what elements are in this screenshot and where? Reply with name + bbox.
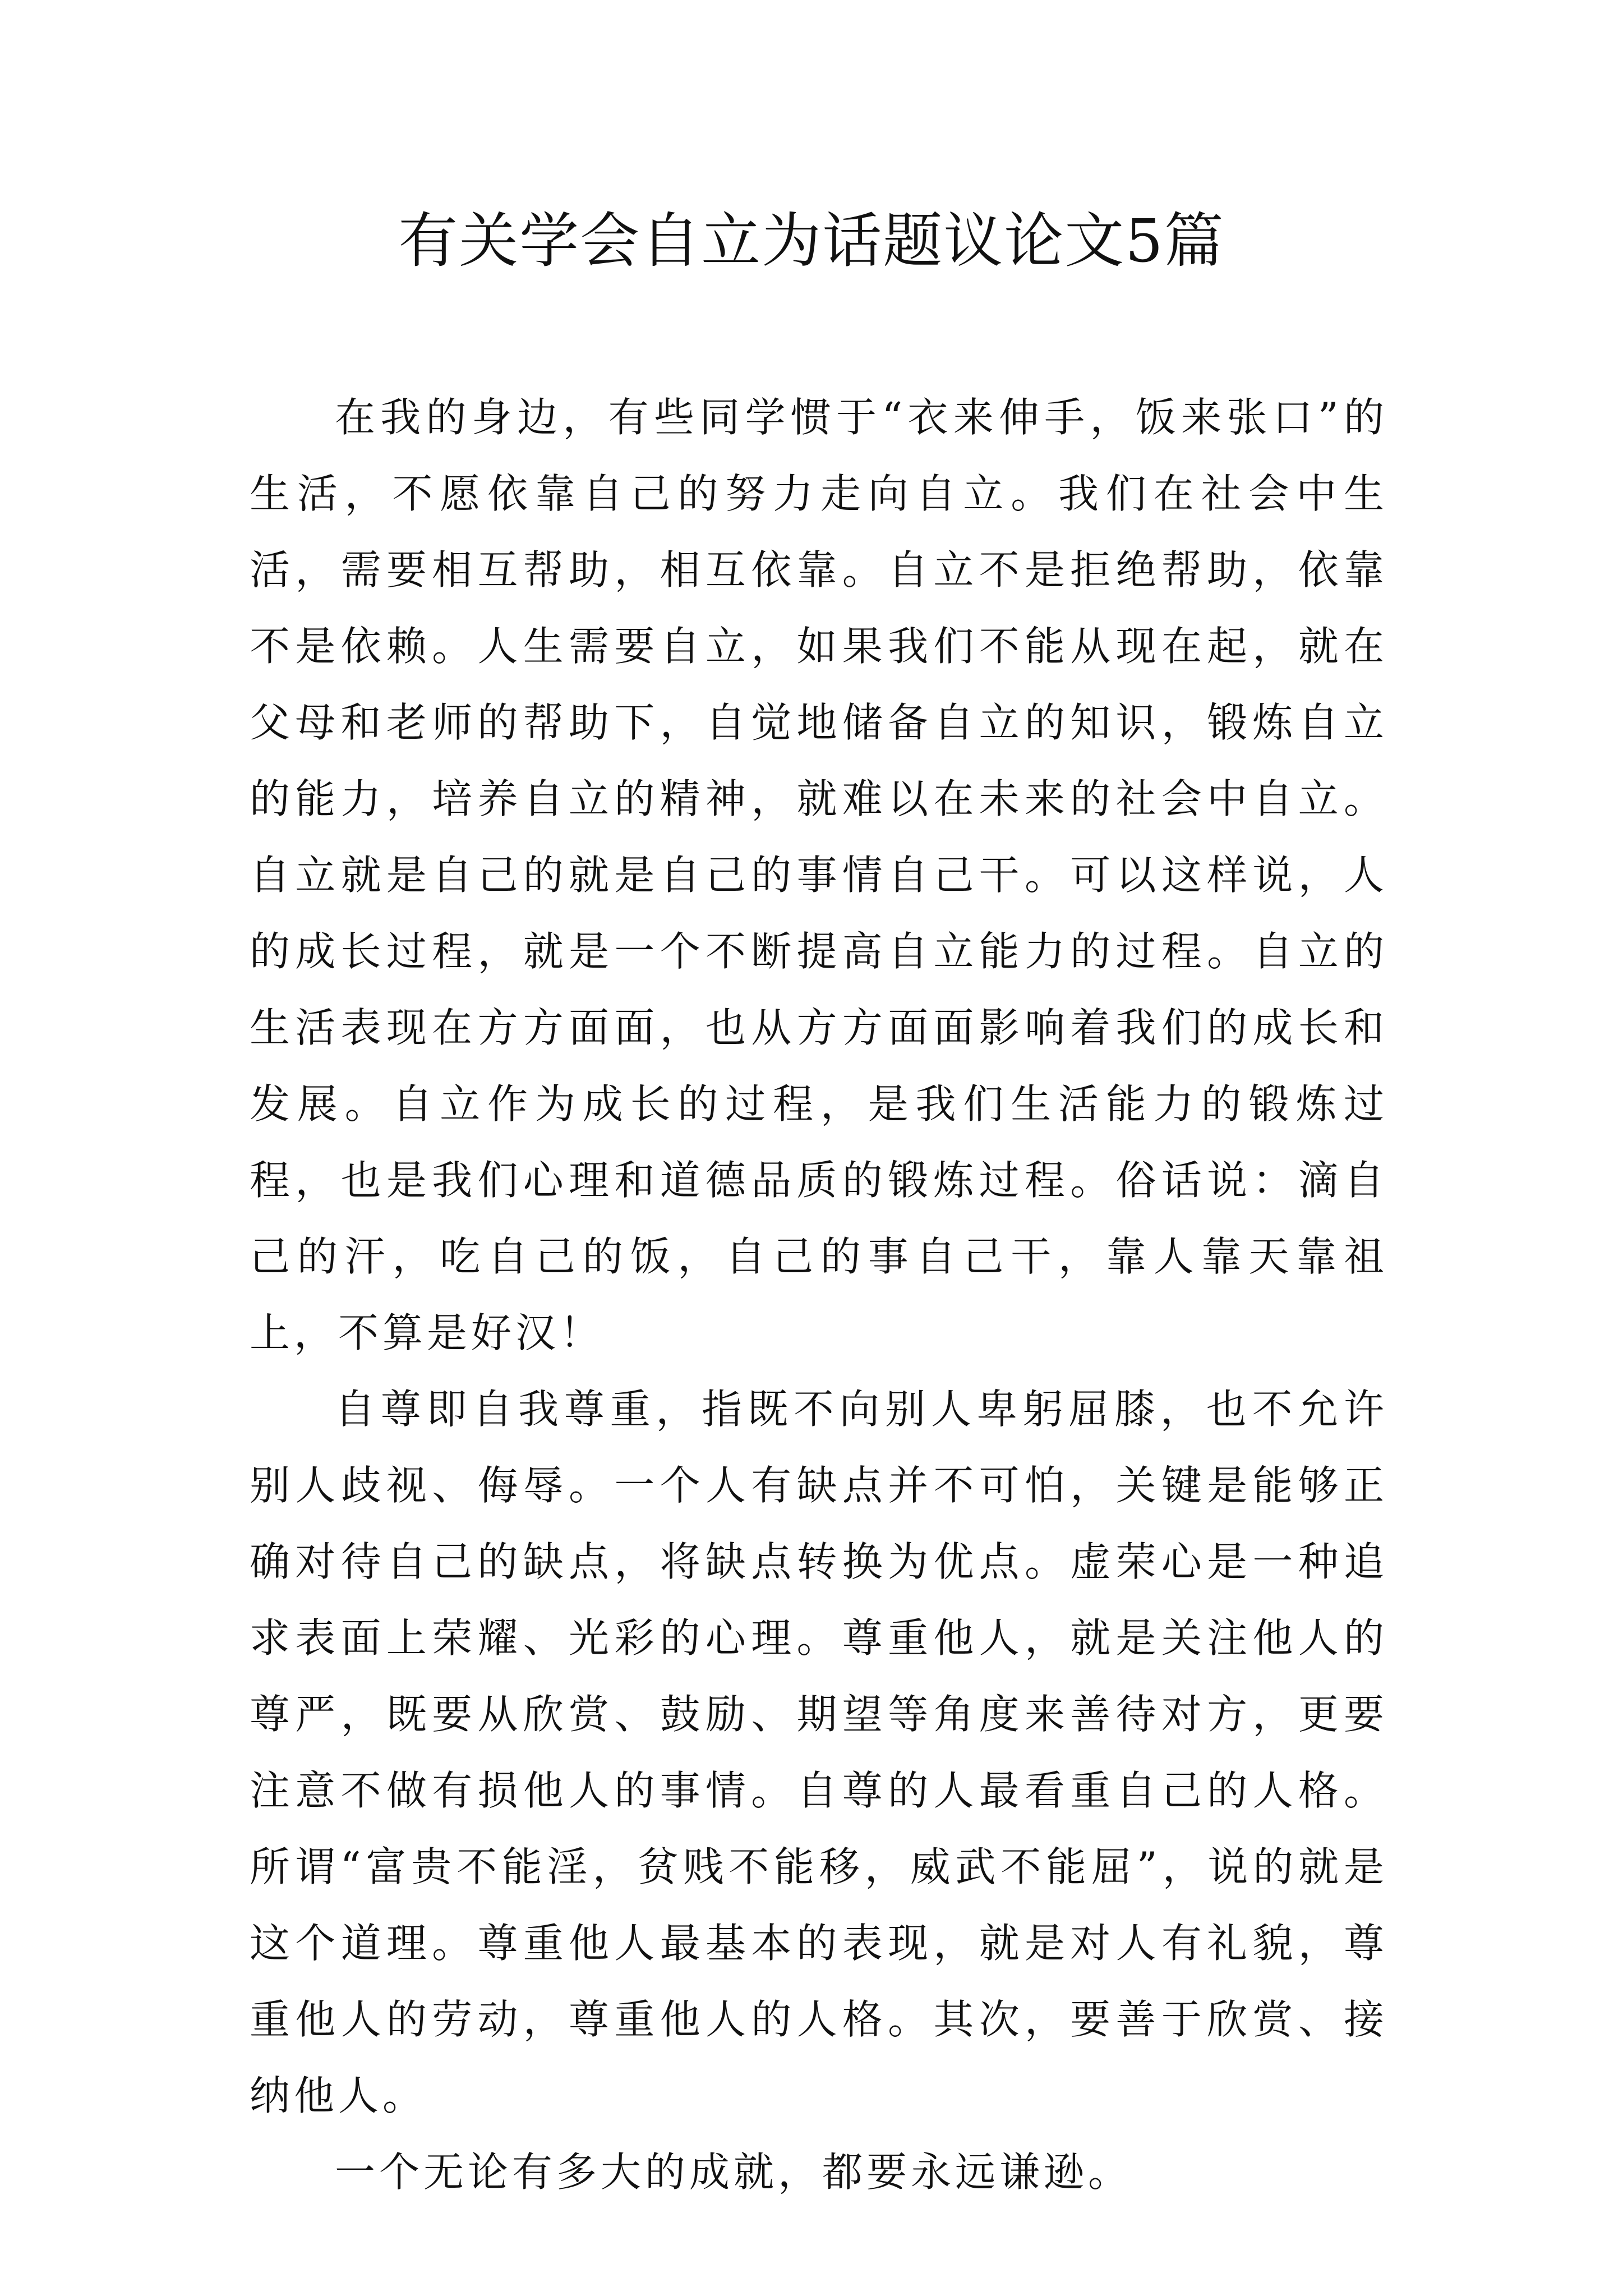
document-body bbox=[250, 379, 1388, 2210]
document-title: 有关学会自立为话题议论文5篇 bbox=[398, 206, 1225, 275]
paragraph-1: 在我的身边，有些同学惯于“衣来伸手，饭来张口”的生活，不愿依靠自己的努力走向自立。我们在社会中生活，需要相互帮助，相互依靠。自立不是拒绝帮助，依靠不是依赖。人生需要自立，如果我们不能从现在起，就在父母和老师的帮助下，自觉地储备自立的知识，锻炼自立的能力，培养自立的精神，就难以在未来的社会中自立。自立就是自己的就是自己的事情自己干。可以这样说，人的成长过程，就是一个不断提高自立能力的过程。自立的生活表现在方方面面，也从方方面面影响着我们的成长和发展。自立作为成长的过程，是我们生活能力的锻炼过程，也是我们心理和道德品质的锻炼过程。俗话说：滴自己的汗，吃自己的饭，自己的事自己干，靠人靠天靠祖上，不算是好汉！ bbox=[250, 394, 1388, 1356]
paragraph-3: 一个无论有多大的成就，都要永远谦逊。 bbox=[335, 2148, 1133, 2196]
paragraph-2: 自尊即自我尊重，指既不向别人卑躬屈膝，也不允许别人歧视、侮辱。一个人有缺点并不可怕，关键是能够正确对待自己的缺点，将缺点转换为优点。虚荣心是一种追求表面上荣耀、光彩的心理。尊重他人，就是关注他人的尊严，既要从欣赏、鼓励、期望等角度来善待对方，更要注意不做有损他人的事情。自尊的人最看重自己的人格。所谓“富贵不能淫，贫贱不能移，威武不能屈”，说的就是这个道理。尊重他人最基本的表现，就是对人有礼貌，尊重他人的劳动，尊重他人的人格。其次，要善于欣赏、接纳他人。 bbox=[250, 1386, 1388, 2119]
